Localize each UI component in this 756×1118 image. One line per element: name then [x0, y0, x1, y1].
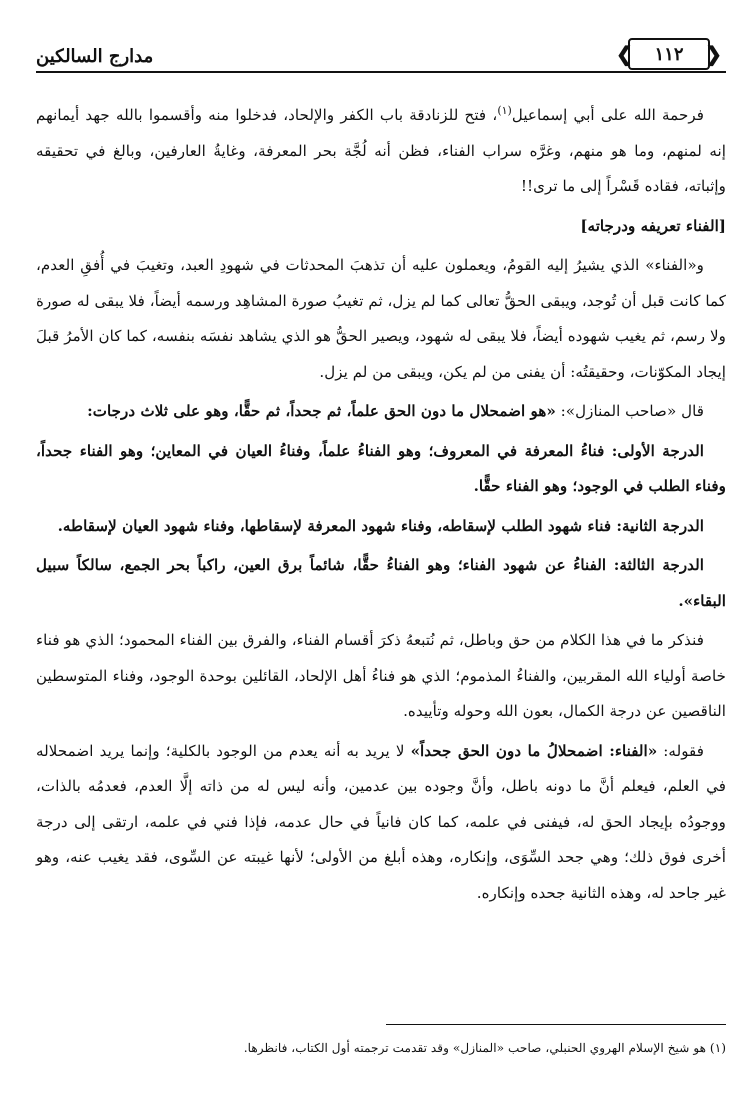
paragraph-text: فرحمة الله على أبي إسماعيل — [511, 106, 704, 124]
footnote-marker: (١) — [709, 1041, 726, 1055]
frame-ornament-icon: ❮ — [616, 42, 633, 66]
paragraph-text: لا يريد به أنه يعدم من الوجود بالكلية؛ وإنما يريد اضمحلاله في العلم، فيعلم أنَّ ما دونه باطل، وأنَّ وجوده بين عدمين، وأنه ليس له من ذاته إلَّا العدم، فعدمُه بالذات، ووجودُه بإيجاد الحق له، فيفنى في علمه، كما كان فانياً في حال عدمه، فإذا فني في علمه، ارتقى إلى درجة أخرى فوق ذلك؛ وهي جحد السِّوَى، وإنكاره، وهذه أبلغ من الأولى؛ لأنها غيبته عن السِّوى، فقد يغيب عنه، وهو غير جاحد له، وهذه الثانية جحده وإنكاره. — [36, 741, 726, 902]
paragraph-text: قال «صاحب المنازل»: — [555, 402, 704, 420]
section-heading: [الفناء تعريفه ودرجاته] — [580, 216, 726, 235]
footnote-reference: (١) — [497, 103, 512, 117]
frame-ornament-icon: ❯ — [705, 42, 722, 66]
page-number-frame — [616, 38, 722, 70]
running-header — [36, 38, 726, 76]
paragraph: فنذكر ما في هذا الكلام من حق وباطل، ثم نُتبعهُ ذكرَ أقسام الفناء، والفرق بين الفناء المحمود؛ الذي هو فناء خاصة أولياء الله المقربين، والفناءُ المذموم؛ الذي هو فناءُ أهل الإلحاد، القائلين بوحدة الوجود، وفناء المتوسطين الناقصين عن درجة الكمال، بعون الله وحوله وتأييده. — [36, 631, 726, 720]
paragraph-text: ، فتح للزنادقة باب الكفر والإلحاد، فدخلوا منه وأقسموا بالله جهد أيمانهم إنه لمنهم، وما هو منهم، وغرَّه سراب الفناء، فظن أنه لُجَّة بحر المعرفة، وغايةُ العارفين، وبالغ في تحقيقه وإثباته، فقاده قَسْراً إلى ما ترى!! — [36, 106, 726, 195]
paragraph — [36, 394, 726, 430]
degree-paragraph: الدرجة الثالثة: الفناءُ عن شهود الفناء؛ وهو الفناءُ حقًّا، شائماً برق العين، راكباً بحر الجمع، سالكاً سبيل البقاء». — [36, 556, 726, 610]
degree-paragraph: الدرجة الأولى: فناءُ المعرفة في المعروف؛ وهو الفناءُ علماً، وفناءُ العيان في المعاين؛ وهو الفناء جحداً، وفناء الطلب في الوجود؛ وهو الفناء حقًّا. — [36, 441, 726, 495]
paragraph-text: فقوله: — [657, 741, 704, 760]
paragraph — [36, 98, 726, 205]
page-number: ١١٢ — [654, 43, 684, 65]
main-text — [36, 98, 726, 911]
paragraph: و«الفناء» الذي يشيرُ إليه القومُ، ويعملون عليه أن تذهبَ المحدثات في شهودِ العبد، وتغيبَ في أُفقِ العدم، كما كانت قبل أن تُوجد، ويبقى الحقُّ تعالى كما لم يزل، ثم تغيبُ صورة المشاهِد ورسمه أيضاً، فلا يبقى له صورة ولا رسم، ثم يغيب شهوده أيضاً، فلا يبقى له شهود، ويصير الحقُّ هو الذي يشاهد نفسَه بنفسه، كما كان الأمرُ قبلَ إيجاد المكوّنات، وحقيقتُه: أن يفنى من لم يكن، ويبقى من لم يزل. — [36, 256, 726, 381]
quoted-text: «الفناء: اضمحلالُ ما دون الحق جحداً» — [410, 741, 658, 760]
degree-paragraph: الدرجة الثانية: فناء شهود الطلب لإسقاطه، وفناء شهود المعرفة لإسقاطها، وفناء شهود العيان لإسقاطه. — [57, 516, 704, 535]
book-page — [36, 38, 726, 1098]
footnote-text: هو شيخ الإسلام الهروي الحنبلي، صاحب «المنازل» وقد تقدمت ترجمته أول الكتاب، فانظرها. — [243, 1041, 707, 1055]
book-title: مدارج السالكين — [36, 46, 154, 67]
footnote — [36, 1036, 726, 1060]
footnote-divider — [386, 1024, 726, 1025]
quoted-text: «هو اضمحلال ما دون الحق علماً، ثم جحداً، ثم حقًّا، وهو على ثلاث درجات: — [87, 402, 556, 420]
header-divider — [36, 71, 726, 73]
paragraph — [36, 734, 726, 912]
